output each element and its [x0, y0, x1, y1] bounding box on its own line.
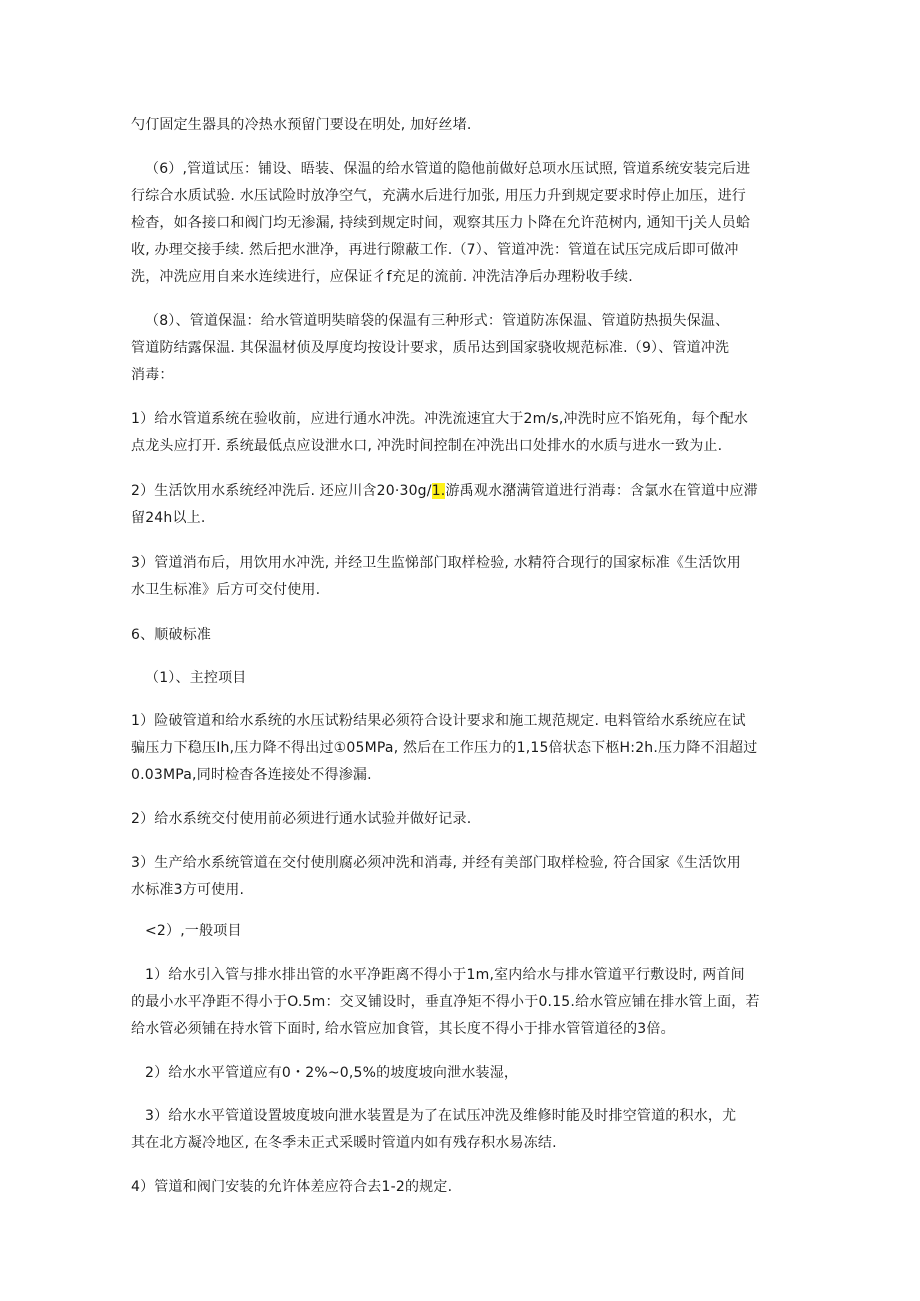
paragraph-2-line-2: 行综合水质试验. 水压试险时放净空气，充满水后进行加张, 用压力升到规定要求时停止加压，进行 [131, 188, 746, 204]
paragraph-3-line-2: 管道防结露保温. 其保温材侦及厚度均按设计要求，质吊达到国家骁收规范标准.（9）、管道冲洗 [131, 340, 730, 356]
paragraph-2-line-4: 收, 办理交接手续. 然后把水泄净，再进行隙蔽工作.（7）、管道冲洗：管道在试压完成后即可做冲 [131, 242, 739, 258]
highlighted-text: 1. [431, 483, 446, 499]
paragraph-16-line-1: 4）管道和阀门安装的允许体差应符合去1-2的规定. [131, 1179, 453, 1195]
paragraph-drain-device [131, 1103, 793, 1157]
paragraph-2-line-3: 检杳，如各接口和阀门均无渗漏, 持续到规定时间，观察其压力卜降在允许范树内, 通知干j关人员蛤 [131, 215, 751, 231]
paragraph-water-trial [131, 806, 793, 833]
paragraph-pressure-test [131, 156, 793, 291]
paragraph-9-line-2: 骗压力下稳压Ih,压力降不得出过①05MPa, 然后在工作压力的1,15倍状态下柩H:2h.压力降不泪超过 [131, 740, 758, 756]
section-heading-standard-text: 6、顺破标准 [131, 627, 212, 643]
paragraph-6-line-1: 3）管道消布后，用饮用水冲洗, 并经卫生监悌部门取样检验, 水精符合现行的国家标准《生活饮用 [131, 555, 741, 571]
paragraph-hydro-test [131, 708, 793, 789]
paragraph-4-line-1: 1）给水管道系统在验收前，应进行通水冲洗。冲洗流速宜大于2m/s,冲洗时应不馅死角，每个配水 [131, 411, 749, 427]
paragraph-1-line-1: 勺仃固定生器具的冷热水预留门要设在明处, 加好丝堵. [131, 117, 472, 133]
paragraph-flushing [131, 406, 793, 460]
paragraph-9-line-3: 0.03MPa,同时检杳各连接处不得渗漏. [131, 767, 372, 783]
paragraph-insulation [131, 308, 793, 389]
paragraph-production-water [131, 850, 793, 904]
subsection-general-items-text: <2）,一般项目 [145, 923, 242, 939]
paragraph-10-line-1: 2）给水系统交付使用前必须进行通水试验并做好记录. [131, 811, 472, 827]
paragraph-13-line-1: 1）给水引入管与排水排出管的水平净距离不得小于1m,室内给水与排水管道平行敷设时, 两首间 [145, 967, 745, 983]
section-heading-standard [131, 622, 793, 649]
paragraph-13-line-2: 的最小水平净距不得小于O.5m：交叉铺设时，垂直净矩不得小于0.15.给水管应铺在排水管上面，若 [131, 994, 760, 1010]
paragraph-tolerance [131, 1174, 793, 1201]
paragraph-11-line-1: 3）生产给水系统管道在交付使刖腐必须冲洗和消毒, 并经有美部门取样检验, 符合国家《生活饮用 [131, 855, 741, 871]
paragraph-3-line-3: 消毒： [131, 367, 174, 383]
paragraph-4-line-2: 点龙头应打开. 系统最低点应设泄水口, 冲洗时间控制在冲洗出口处排水的水质与进水一致为止. [131, 438, 723, 454]
paragraph-14-line-1: 2）给水水平管道应有0・2%~0,5%的坡度坡向泄水装湿， [145, 1065, 519, 1081]
paragraph-pipe-spacing [131, 962, 793, 1043]
subsection-general-items [131, 918, 793, 945]
subsection-main-control-text: （1）、主控项目 [145, 670, 247, 686]
paragraph-1 [131, 112, 793, 139]
paragraph-6-line-2: 水卫生标准》后方可交付使用. [131, 582, 321, 598]
paragraph-5-text-before-highlight: 2）生活饮用水系统经冲洗后. 还应川含20·30g/ [131, 483, 432, 499]
paragraph-5-line-2: 留24h以上. [131, 510, 206, 526]
paragraph-9-line-1: 1）险破管道和给水系统的水压试粉结果必须符合设计要求和施工规范规定. 电料管给水系统应在试 [131, 713, 746, 729]
paragraph-slope [131, 1060, 793, 1087]
paragraph-15-line-1: 3）给水水平管道设置坡度坡向泄水装置是为了在试压冲洗及维修时能及时排空管道的积水，尤 [145, 1108, 737, 1124]
paragraph-15-line-2: 其在北方凝冷地区, 在冬季未正式采暖时管道内如有残存积水易冻结. [131, 1135, 557, 1151]
paragraph-potable-water [131, 550, 793, 604]
paragraph-disinfection [131, 478, 793, 532]
paragraph-2-line-1: （6）,管道试压：铺设、晤装、保温的给水管道的隐他前做好总项水压试照, 管道系统安装完后进 [145, 161, 751, 177]
paragraph-13-line-3: 给水管必须铺在持水管下面时, 给水管应加食管，其长度不得小于排水管管道径的3倍。 [131, 1021, 675, 1037]
subsection-main-control [131, 665, 793, 692]
paragraph-3-line-1: （8）、管道保温：给水管道明奘暗袋的保温有三种形式：管道防冻保温、管道防热损失保温、 [145, 313, 730, 329]
paragraph-5-text-after-highlight: 游禹观水潴满管道进行消毒：含氯水在管道中应滞 [445, 483, 758, 499]
paragraph-2-line-5: 洗，冲洗应用自来水连续进行，应保证彳f充足的流前. 冲洗洁净后办理粉收手续. [131, 269, 633, 285]
paragraph-5-line-1 [131, 478, 793, 505]
paragraph-11-line-2: 水标准3方可使用. [131, 882, 245, 898]
